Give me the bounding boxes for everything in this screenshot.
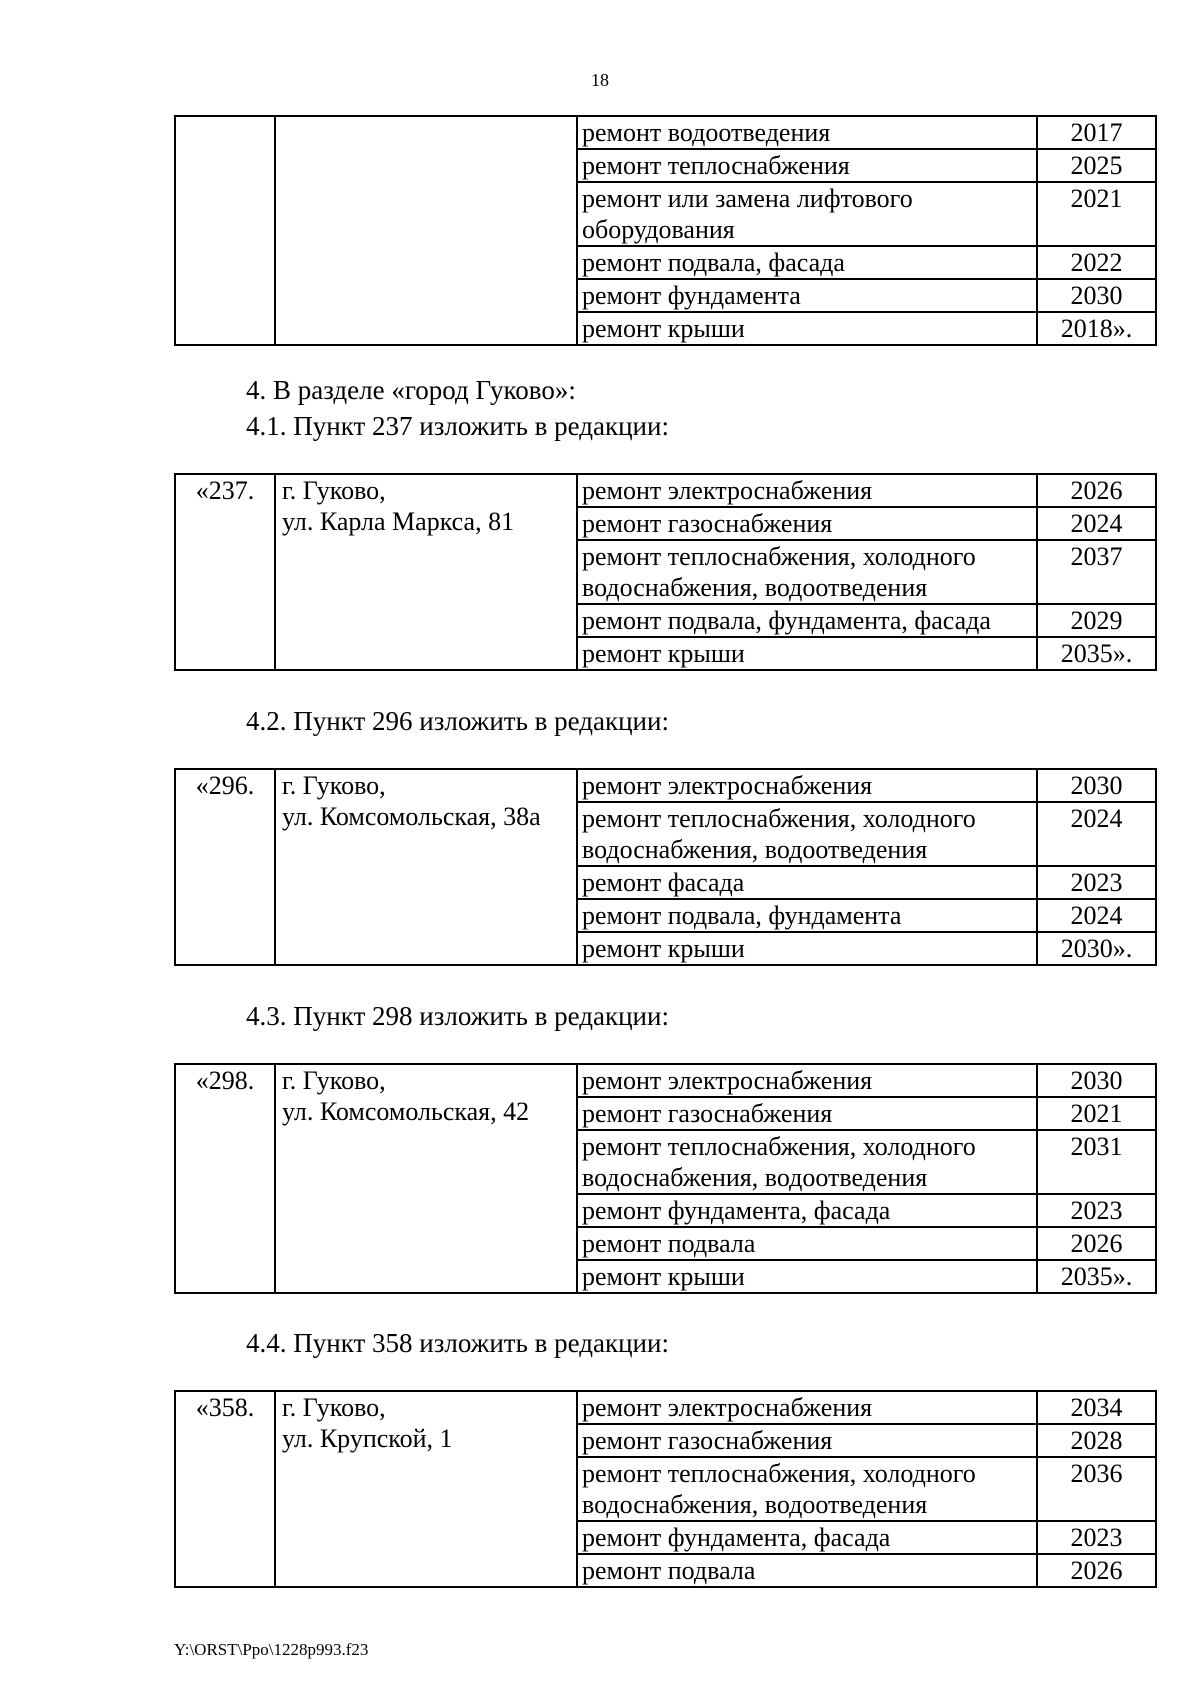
repair-table-358: [174, 1390, 1157, 1588]
address-street: ул. Карла Маркса, 81: [282, 507, 515, 536]
work-type-cell: ремонт теплоснабжения: [577, 149, 1037, 182]
repair-table-continued: [174, 115, 1157, 346]
repair-table-296: [174, 768, 1157, 966]
year-cell: 2031: [1037, 1130, 1156, 1194]
work-type-cell: ремонт подвала, фасада: [577, 246, 1037, 279]
table-row: [175, 1064, 1156, 1097]
work-type-cell: ремонт теплоснабжения, холодного водоснабжения, водоотведения: [577, 1457, 1037, 1521]
address-city: г. Гуково,: [282, 771, 386, 800]
year-cell: 2030: [1037, 279, 1156, 312]
work-type-cell: ремонт теплоснабжения, холодного водоснабжения, водоотведения: [577, 802, 1037, 866]
address-cell: [275, 474, 577, 670]
address-cell: [275, 1391, 577, 1587]
work-type-cell: ремонт подвала: [577, 1554, 1037, 1587]
work-type-cell: ремонт газоснабжения: [577, 1424, 1037, 1457]
work-type-cell: ремонт подвала: [577, 1227, 1037, 1260]
year-cell: 2035».: [1037, 637, 1156, 670]
address-cell: [275, 1064, 577, 1293]
work-type-cell: ремонт крыши: [577, 312, 1037, 345]
year-cell: 2030: [1037, 769, 1156, 802]
year-cell: 2026: [1037, 1554, 1156, 1587]
address-city: г. Гуково,: [282, 1066, 386, 1095]
year-cell: 2030».: [1037, 932, 1156, 965]
year-cell: 2030: [1037, 1064, 1156, 1097]
work-type-cell: ремонт электроснабжения: [577, 1391, 1037, 1424]
work-type-cell: ремонт электроснабжения: [577, 474, 1037, 507]
year-cell: 2029: [1037, 604, 1156, 637]
year-cell: 2023: [1037, 1194, 1156, 1227]
year-cell: 2028: [1037, 1424, 1156, 1457]
address-street: ул. Крупской, 1: [282, 1424, 453, 1453]
item-number-cell: «296.: [175, 769, 275, 965]
work-type-cell: ремонт крыши: [577, 637, 1037, 670]
work-type-cell: ремонт подвала, фундамента: [577, 899, 1037, 932]
year-cell: 2036: [1037, 1457, 1156, 1521]
item-number-cell: «237.: [175, 474, 275, 670]
year-cell: 2017: [1037, 116, 1156, 149]
year-cell: 2024: [1037, 507, 1156, 540]
work-type-cell: ремонт крыши: [577, 932, 1037, 965]
work-type-cell: ремонт электроснабжения: [577, 769, 1037, 802]
year-cell: 2025: [1037, 149, 1156, 182]
year-cell: 2034: [1037, 1391, 1156, 1424]
work-type-cell: ремонт фасада: [577, 866, 1037, 899]
address-cell: [275, 769, 577, 965]
year-cell: 2022: [1037, 246, 1156, 279]
year-cell: 2024: [1037, 899, 1156, 932]
work-type-cell: ремонт фундамента, фасада: [577, 1194, 1037, 1227]
work-type-cell: ремонт фундамента: [577, 279, 1037, 312]
year-cell: 2023: [1037, 866, 1156, 899]
repair-table-237: [174, 473, 1157, 671]
work-type-cell: ремонт теплоснабжения, холодного водоснабжения, водоотведения: [577, 1130, 1037, 1194]
address-street: ул. Комсомольская, 38а: [282, 802, 541, 831]
address-city: г. Гуково,: [282, 1393, 386, 1422]
year-cell: 2023: [1037, 1521, 1156, 1554]
year-cell: 2018».: [1037, 312, 1156, 345]
year-cell: 2024: [1037, 802, 1156, 866]
address-street: ул. Комсомольская, 42: [282, 1097, 530, 1126]
work-type-cell: ремонт фундамента, фасада: [577, 1521, 1037, 1554]
year-cell: 2021: [1037, 182, 1156, 246]
work-type-cell: ремонт крыши: [577, 1260, 1037, 1293]
item-number-cell: «298.: [175, 1064, 275, 1293]
item-number-cell: «358.: [175, 1391, 275, 1587]
work-type-cell: ремонт водоотведения: [577, 116, 1037, 149]
paragraph-4-2: 4.2. Пункт 296 изложить в редакции:: [246, 706, 669, 736]
year-cell: 2035».: [1037, 1260, 1156, 1293]
year-cell: 2026: [1037, 1227, 1156, 1260]
item-number-cell: [175, 116, 275, 345]
work-type-cell: ремонт подвала, фундамента, фасада: [577, 604, 1037, 637]
work-type-cell: ремонт электроснабжения: [577, 1064, 1037, 1097]
work-type-cell: ремонт теплоснабжения, холодного водоснабжения, водоотведения: [577, 540, 1037, 604]
table-row: [175, 769, 1156, 802]
paragraph-4-3: 4.3. Пункт 298 изложить в редакции:: [246, 1001, 669, 1031]
year-cell: 2026: [1037, 474, 1156, 507]
address-cell: [275, 116, 577, 345]
work-type-cell: ремонт газоснабжения: [577, 507, 1037, 540]
address-city: г. Гуково,: [282, 476, 386, 505]
work-type-cell: ремонт или замена лифтового оборудования: [577, 182, 1037, 246]
table-row: [175, 474, 1156, 507]
year-cell: 2037: [1037, 540, 1156, 604]
page-number: 18: [591, 70, 609, 90]
paragraph-4-1: 4.1. Пункт 237 изложить в редакции:: [246, 411, 669, 441]
table-row: [175, 1391, 1156, 1424]
year-cell: 2021: [1037, 1097, 1156, 1130]
work-type-cell: ремонт газоснабжения: [577, 1097, 1037, 1130]
paragraph-4-4: 4.4. Пункт 358 изложить в редакции:: [246, 1328, 669, 1358]
file-path-footer: Y:\ORST\Ppo\1228p993.f23: [174, 1640, 369, 1659]
repair-table-298: [174, 1063, 1157, 1294]
table-row: [175, 116, 1156, 149]
section-heading: 4. В разделе «город Гуково»:: [246, 375, 576, 405]
